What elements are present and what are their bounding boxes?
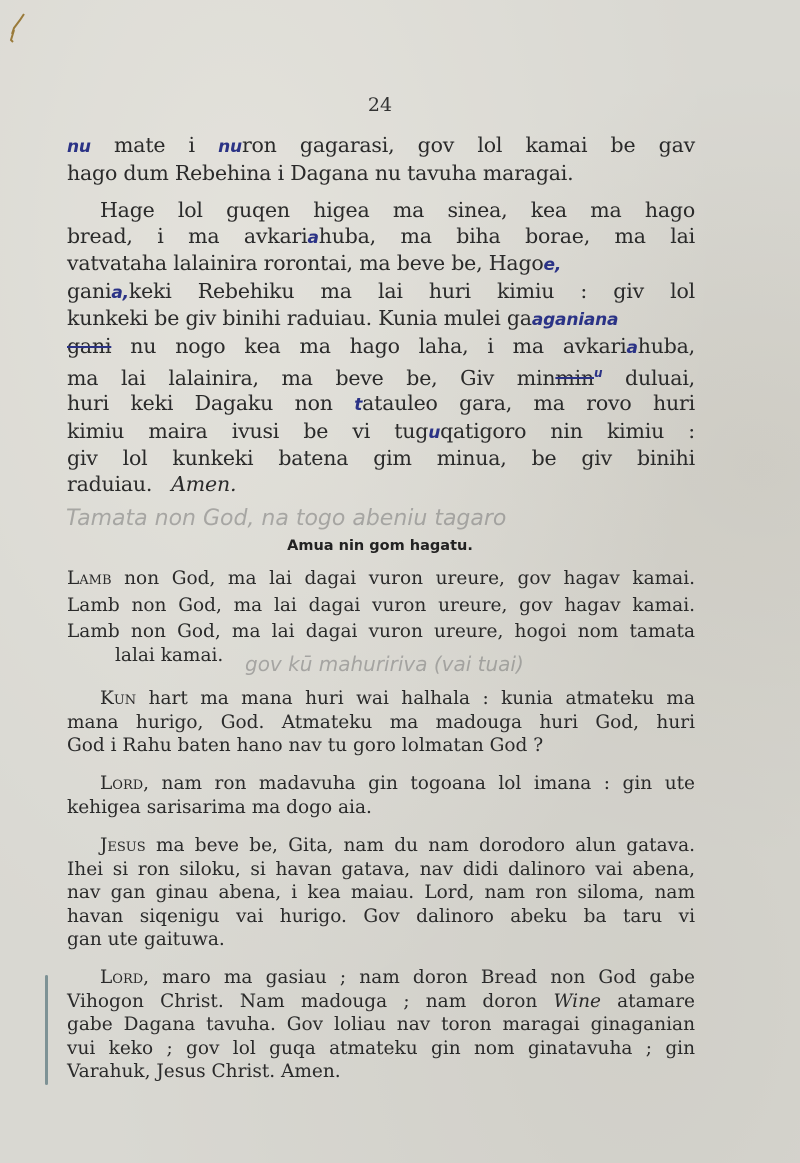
pen-correction: u	[593, 366, 603, 380]
pencil-note: Tamata non God, na togo abeniu tagaro	[66, 506, 507, 531]
paragraph-2: Hage lol guqen higea ma sinea, kea ma hago bread, i ma avkariahuba, ma biha borae, ma lai vatvataha lalainira rorontai, ma beve be, Hagoe, gania,keki Rebehiku ma lai huri kimiu : giv lol kunkeki be giv binihi raduiau. Kunia mulei gaaganiana gani nu nogo kea ma hago laha, i ma avkariahuba, ma lai lalainira, ma beve be, Giv minmin$^u$ duluai, huri keki Dagaku non tatauleo gara, ma rovo huri kimiu maira ivusi be vi tuguqatigoro nin kimiu : giv lol kunkeki batena gim minua, be giv binihi raduiau. Amen.	[67, 198, 696, 496]
paper-stain	[8, 12, 28, 50]
paragraph-jesus: Jesus ma beve be, Gita, nam du nam dorodoro alun gatava. Ihei si ron siloku, si havan gatava, nav didi dalinoro vai abena, nav gan ginau abena, i kea maiau. Lord, nam ron siloma, nam havan siqenigu vai hurigo. Gov dalinoro abeku ba taru vi gan ute gaituwa.	[67, 835, 695, 950]
pen-correction: a	[626, 337, 638, 358]
pen-correction: u	[428, 422, 441, 443]
pen-correction: a	[307, 227, 319, 248]
text-line: Hage lol guqen higea ma sinea, kea ma hago	[100, 198, 695, 222]
pen-correction: nu	[218, 137, 242, 157]
text-line: lalai kamai.	[115, 644, 224, 666]
text-line: gabe Dagana tavuha. Gov loliau nav toron maragai ginaganian	[67, 1014, 695, 1035]
pen-correction-margin: aganiana	[531, 310, 619, 330]
margin-pencil-mark	[45, 975, 48, 1085]
text-line: Lamb non God, ma lai dagai vuron ureure, hogoi nom tamata	[67, 621, 695, 642]
text-line: havan siqenigu vai hurigo. Gov dalinoro abeku ba taru vi	[67, 905, 695, 927]
text-line: Lamb non God, ma lai dagai vuron ureure, gov hagav kamai.	[67, 594, 695, 616]
paragraph-1: nu mate i nuron gagarasi, gov lol kamai be gav hago dum Rebehina i Dagana nu tavuha maragai.	[67, 133, 695, 185]
text-line: gan ute gaituwa.	[67, 929, 225, 950]
pen-correction: nu	[67, 137, 91, 157]
amen: Amen.	[171, 471, 237, 496]
text-line: Varahuk, Jesus Christ. Amen.	[67, 1061, 341, 1082]
text-line: vui keko ; gov lol guqa atmateku gin nom ginatavuha ; gin	[67, 1037, 695, 1059]
text-line: giv lol kunkeki batena gim minua, be giv binihi	[67, 446, 695, 471]
paragraph-lord-1: Lord, nam ron madavuha gin togoana lol imana : gin ute kehigea sarisarima ma dogo aia.	[67, 773, 695, 818]
text-line: God i Rahu baten hano nav tu goro lolmatan God ?	[67, 735, 544, 756]
page-number: 24	[367, 94, 393, 116]
struck-text: min	[555, 365, 594, 390]
paragraph-kun: Kun hart ma mana huri wai halhala : kunia atmateku ma mana hurigo, God. Atmateku ma madouga huri God, huri God i Rahu baten hano nav tu goro lolmatan God ?	[67, 688, 695, 756]
text-line: kehigea sarisarima ma dogo aia.	[67, 796, 372, 818]
paragraph-lord-2: Lord, maro ma gasiau ; nam doron Bread non God gabe Vihogon Christ. Nam madouga ; nam doron Wine atamare gabe Dagana tavuha. Gov loliau nav toron maragai ginaganian vui keko ; gov lol guqa atmateku gin nom ginatavuha ; gin Varahuk, Jesus Christ. Amen.	[67, 967, 695, 1082]
pencil-note: gov kū mahuririva (vai tuai)	[245, 652, 524, 676]
agnus-dei: Lamb non God, ma lai dagai vuron ureure, gov hagav kamai. Lamb non God, ma lai dagai vuron ureure, gov hagav kamai. Lamb non God, ma lai dagai vuron ureure, hogoi nom tamata lalai kamai.	[67, 568, 695, 666]
pen-correction: a,	[111, 282, 129, 303]
text-line: nav gan ginau abena, i kea maiau. Lord, nam ron siloma, nam	[67, 882, 695, 903]
pen-correction: t	[354, 395, 363, 416]
section-heading: Amua nin gom hagatu.	[287, 538, 473, 554]
text-line: hago dum Rebehina i Dagana nu tavuha maragai.	[67, 160, 574, 185]
struck-text: gani	[67, 333, 112, 358]
pen-correction: e,	[543, 255, 562, 275]
text-line: Ihei si ron siloku, si havan gatava, nav didi dalinoro vai abena,	[67, 858, 695, 880]
text-line: mana hurigo, God. Atmateku ma madouga huri God, huri	[67, 711, 695, 733]
